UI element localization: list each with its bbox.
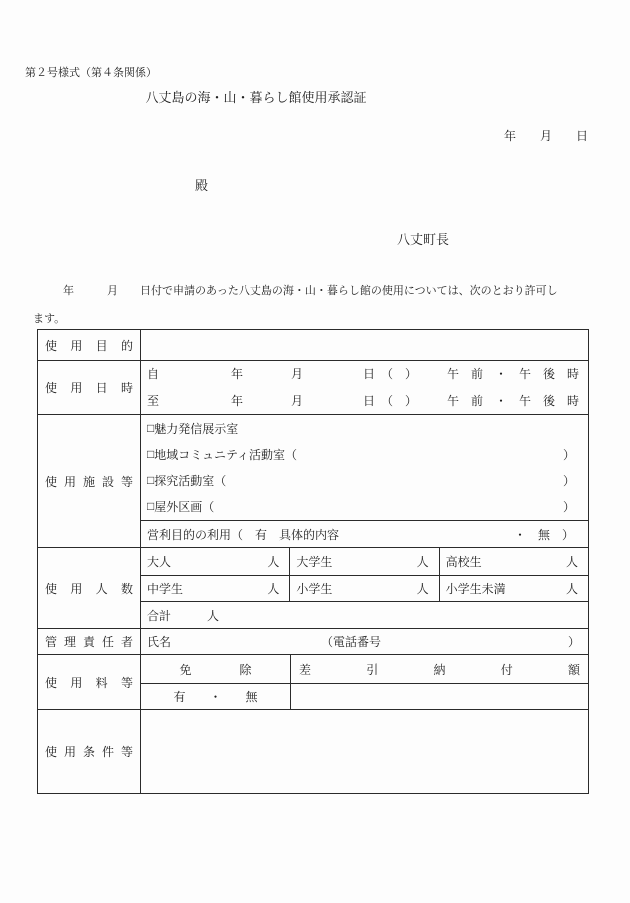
fee-net-value-field[interactable] — [291, 684, 588, 709]
fee-exemption-choice[interactable]: 有 ・ 無 — [141, 684, 291, 709]
facility-option-label: 地域コミュニティ活動室（ — [154, 447, 298, 462]
row-manager — [38, 628, 588, 654]
fee-exemption-header: 免 除 — [141, 655, 291, 683]
facility-option-label: 探究活動室（ — [154, 474, 227, 489]
datetime-label — [38, 361, 141, 414]
facility-option-close-paren: ） — [562, 447, 575, 462]
facilities-label-text: 使用施設等 — [45, 474, 133, 489]
fee-fields — [141, 655, 588, 709]
facility-option-label: 屋外区画（ — [154, 500, 215, 515]
row-datetime — [38, 360, 588, 414]
datetime-label-text: 使用日時 — [45, 381, 133, 395]
facility-option-close-paren: ） — [562, 500, 575, 515]
commercial-use-line — [141, 520, 588, 547]
attendance-fields — [141, 548, 588, 628]
attendance-row-2 — [141, 575, 588, 602]
row-facilities — [38, 414, 588, 547]
facility-option-exhibition[interactable] — [141, 420, 588, 437]
attendance-unit: 人 — [267, 554, 280, 569]
attendance-label-text: 使用人数 — [45, 581, 133, 596]
checkbox-icon[interactable]: □ — [147, 473, 155, 488]
datetime-fields — [141, 361, 588, 414]
conditions-label — [38, 710, 141, 793]
facility-option-inquiry[interactable] — [141, 472, 588, 489]
facilities-label — [38, 415, 141, 547]
attendance-unit: 人 — [416, 581, 429, 596]
facility-option-outdoor[interactable] — [141, 498, 588, 515]
facility-option-label: 魅力発信展示室 — [154, 421, 239, 436]
attendance-unit: 人 — [565, 554, 578, 569]
facilities-fields — [141, 415, 588, 547]
addressee-honorific: 殿 — [195, 178, 209, 193]
issuer-title: 八丈町長 — [397, 232, 450, 247]
attendance-category: 大学生 — [296, 554, 333, 569]
fee-label — [38, 655, 141, 709]
manager-fields[interactable] — [141, 629, 588, 654]
attendance-category: 中学生 — [147, 581, 184, 596]
fee-net-header — [291, 655, 588, 683]
facility-option-close-paren: ） — [562, 474, 575, 489]
datetime-to-line[interactable]: 至 年 月 日 （ ） 午 前 ・ 午 後 時 — [147, 393, 580, 408]
approval-table — [37, 329, 589, 794]
manager-name-label: 氏名 — [147, 635, 172, 649]
attendance-cell-highschool[interactable] — [439, 548, 588, 575]
commercial-use-right-text: ・ 無 ） — [513, 527, 574, 542]
checkbox-icon[interactable]: □ — [147, 499, 155, 514]
checkbox-icon[interactable]: □ — [147, 420, 155, 435]
attendance-category: 高校生 — [445, 554, 482, 569]
purpose-value-field[interactable] — [141, 330, 588, 360]
manager-label-text: 管理責任者 — [45, 635, 133, 649]
manager-phone-label: （電話番号 — [321, 635, 382, 649]
conditions-label-text: 使用条件等 — [45, 745, 133, 759]
attendance-unit: 人 — [565, 581, 578, 596]
attendance-cell-middleschool[interactable] — [141, 576, 289, 602]
row-fee — [38, 654, 588, 709]
purpose-label — [38, 330, 141, 360]
attendance-total-line[interactable]: 合計 人 — [141, 601, 588, 628]
document-title: 八丈島の海・山・暮らし館使用承認証 — [145, 90, 367, 105]
datetime-from-line[interactable]: 自 年 月 日 （ ） 午 前 ・ 午 後 時 — [147, 367, 580, 382]
facility-option-community[interactable] — [141, 446, 588, 463]
manager-label — [38, 629, 141, 654]
row-conditions — [38, 709, 588, 793]
attendance-category: 小学生 — [296, 581, 333, 596]
row-attendance — [38, 547, 588, 628]
attendance-category: 大人 — [147, 554, 172, 569]
attendance-cell-preschool[interactable] — [439, 576, 588, 602]
attendance-cell-adult[interactable] — [141, 548, 289, 575]
fee-value-row — [141, 683, 588, 709]
manager-close-paren: ） — [567, 635, 580, 649]
attendance-category: 小学生未満 — [445, 581, 506, 596]
issue-date-line: 年 月 日 — [503, 129, 588, 143]
fee-header-row — [141, 655, 588, 683]
body-text-line1: 年 月 日付で申請のあった八丈島の海・山・暮らし館の使用については、次のとおり許可し — [63, 285, 558, 297]
attendance-unit: 人 — [416, 554, 429, 569]
attendance-cell-elementary[interactable] — [289, 576, 438, 602]
fee-label-text: 使用料等 — [45, 675, 133, 690]
facility-options — [141, 415, 588, 520]
attendance-label — [38, 548, 141, 628]
attendance-row-1 — [141, 548, 588, 575]
conditions-value-field[interactable] — [141, 710, 588, 793]
purpose-label-text: 使用目的 — [45, 338, 133, 353]
checkbox-icon[interactable]: □ — [147, 446, 155, 461]
form-number: 第２号様式（第４条関係） — [25, 67, 157, 79]
attendance-cell-university[interactable] — [289, 548, 438, 575]
row-purpose — [38, 330, 588, 360]
fee-net-header-text: 差引納付額 — [299, 662, 580, 677]
body-text-line2: ます。 — [33, 313, 66, 325]
commercial-use-left-text: 営利目的の利用（ 有 具体的内容 — [147, 527, 340, 542]
attendance-unit: 人 — [267, 581, 280, 596]
